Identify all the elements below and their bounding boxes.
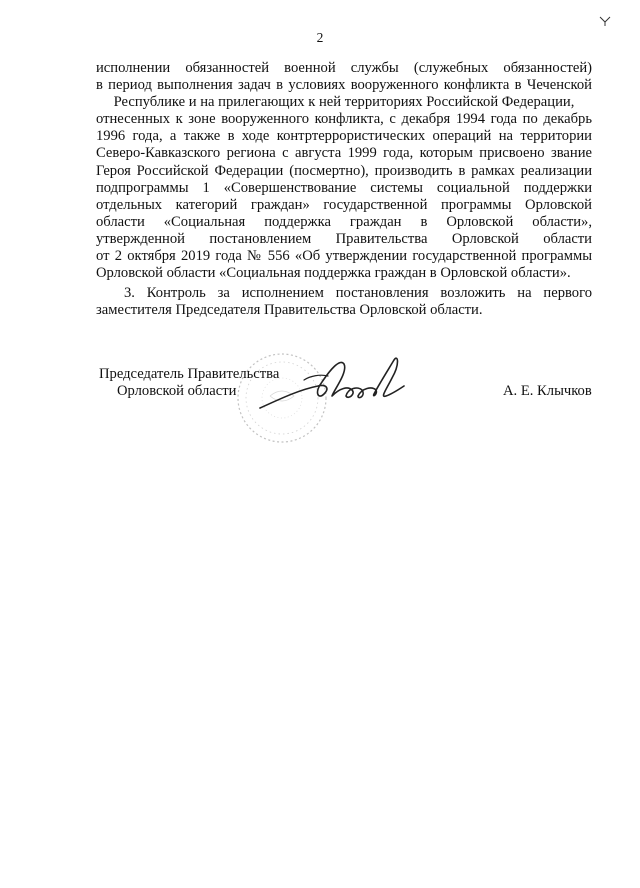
signature-block bbox=[0, 362, 640, 442]
text-line: заместителя Председателя Правительства Орловской области. bbox=[96, 302, 483, 319]
text-line: 1996 года, а также в ходе контртеррористических операций на территории bbox=[96, 128, 592, 145]
text-line: Героя Российской Федерации (посмертно), производить в рамках реализации bbox=[96, 162, 592, 179]
signer-title-line-2: Орловской области bbox=[117, 383, 237, 399]
page-number: 2 bbox=[316, 30, 324, 45]
signer-title-line-1: Председатель Правительства bbox=[99, 366, 280, 382]
paragraph-continuation bbox=[96, 60, 592, 282]
document-body bbox=[96, 60, 592, 319]
handwritten-signature bbox=[248, 350, 413, 420]
text-line: 3. Контроль за исполнением постановления возложить на первого bbox=[124, 285, 592, 302]
text-line: отдельных категорий граждан» государственной программы Орловской bbox=[96, 196, 592, 213]
text-line: Северо-Кавказского региона с августа 1999 года, которым присвоено звание bbox=[96, 145, 592, 162]
text-line: утвержденной постановлением Правительства Орловской области bbox=[96, 230, 592, 247]
text-line: подпрограммы 1 «Совершенствование системы социальной поддержки bbox=[96, 179, 592, 196]
text-line: области «Социальная поддержка граждан в Орловской области», bbox=[96, 213, 592, 230]
text-line: Республике и на прилегающих к ней территориях Российской Федерации, bbox=[113, 94, 575, 111]
text-line: отнесенных к зоне вооруженного конфликта, с декабря 1994 года по декабрь bbox=[96, 111, 592, 128]
text-line: в период выполнения задач в условиях вооруженного конфликта в Чеченской bbox=[96, 77, 592, 94]
text-line: Орловской области «Социальная поддержка граждан в Орловской области». bbox=[96, 265, 571, 282]
signer-name: А. Е. Клычков bbox=[503, 383, 592, 399]
text-line: от 2 октября 2019 года № 556 «Об утверждении государственной программы bbox=[96, 248, 592, 265]
paragraph-3 bbox=[96, 285, 592, 319]
text-line: исполнении обязанностей военной службы (служебных обязанностей) bbox=[96, 60, 592, 76]
corner-tick-mark bbox=[597, 14, 613, 28]
